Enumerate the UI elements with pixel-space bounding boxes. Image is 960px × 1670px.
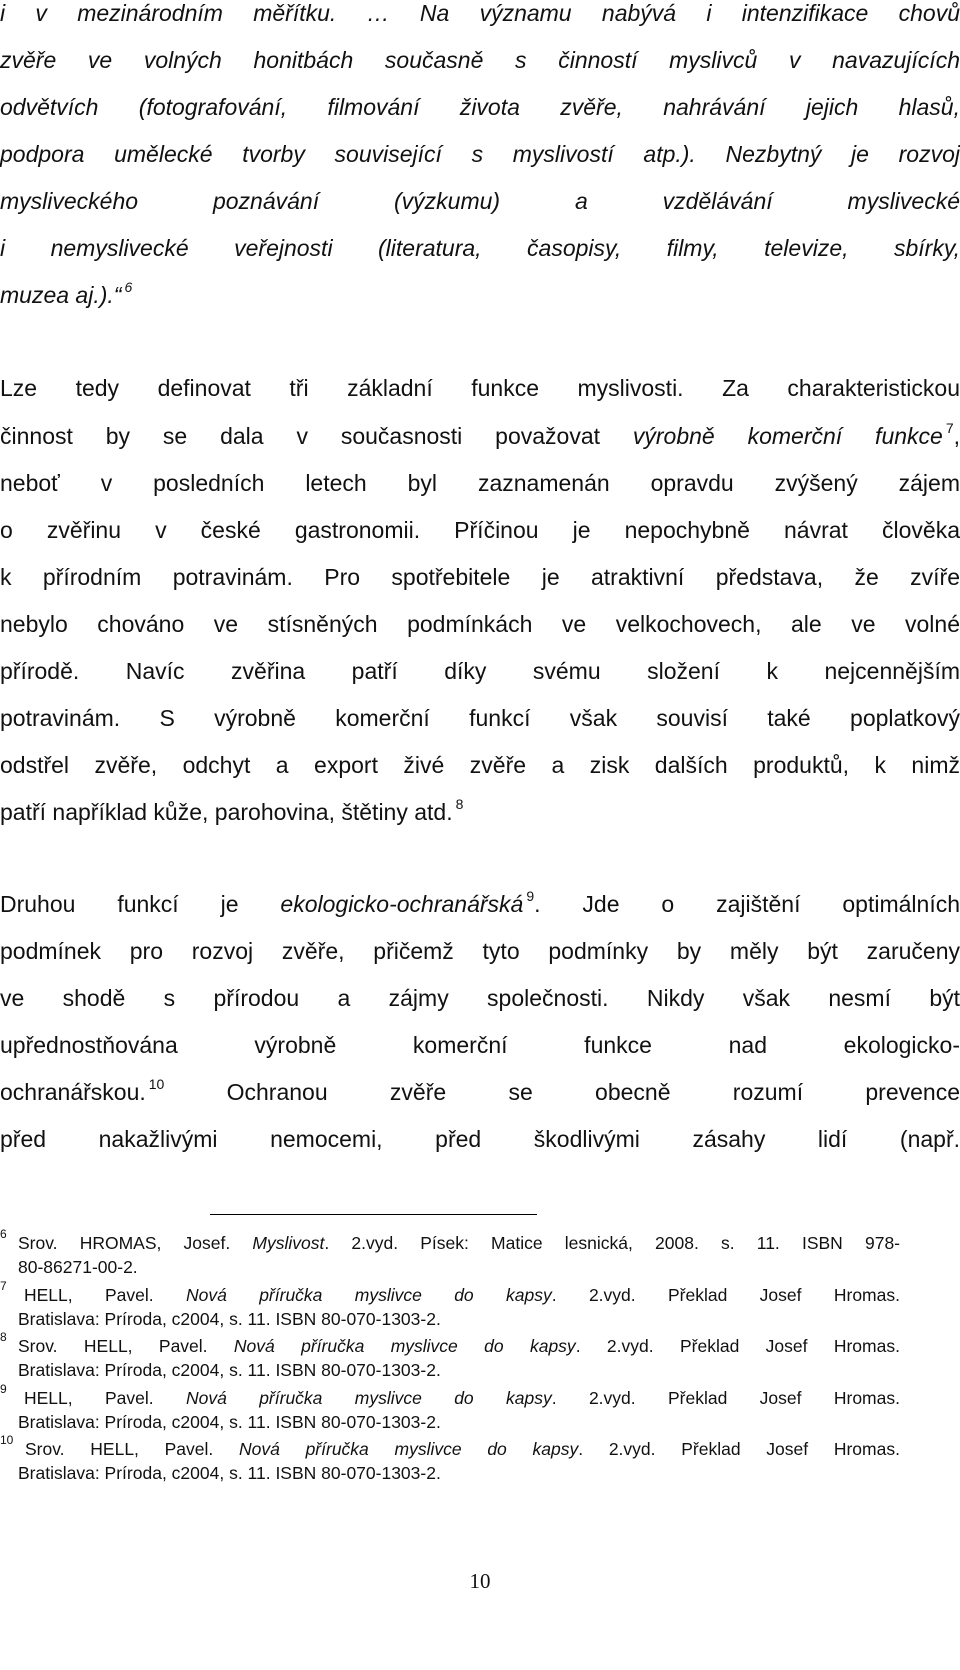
text-line: k přírodním potravinám. Pro spotřebitele je atraktivní představa, že zvíře [0,564,960,590]
footnote-number: 6 [0,1227,7,1241]
text-fragment: HELL, Pavel. [24,1285,186,1305]
text-line: podpora umělecké tvorby související s myslivostí atp.). Nezbytný je rozvoj [0,141,960,167]
footnote-separator [210,1214,537,1215]
text-line: přírodě. Navíc zvěřina patří díky svému složení k nejcennějším [0,658,960,684]
text-fragment: Ochranou zvěře se obecně rozumí prevence [164,1079,960,1105]
book-title: Nová příručka myslivce do kapsy [185,1388,552,1408]
book-title: Nová příručka myslivce do kapsy [239,1439,579,1459]
text-line [0,1077,960,1110]
text-fragment: Srov. HROMAS, Josef. [18,1233,253,1253]
text-line: nebylo chováno ve stísněných podmínkách ve velkochovech, ale ve volné [0,611,960,637]
footnote-line [25,1438,900,1460]
footnote-line [18,1335,900,1357]
footnote-line: Bratislava: Príroda, c2004, s. 11. ISBN 80-070-1303-2. [18,1463,441,1483]
text-fragment: . 2.vyd. Překlad Josef Hromas. [551,1388,900,1408]
page-number: 10 [469,1569,491,1593]
footnote-number: 10 [0,1433,14,1447]
text-line: i nemyslivecké veřejnosti (literatura, časopisy, filmy, televize, sbírky, [0,235,960,261]
footnote-line [24,1284,900,1306]
text-fragment: Srov. HELL, Pavel. [18,1336,234,1356]
footnote-number: 8 [0,1330,7,1344]
text-line: upřednostňována výrobně komerční funkce nad ekologicko- [0,1032,960,1058]
text-line: mysliveckého poznávání (výzkumu) a vzdělávání myslivecké [0,188,960,214]
footnote-line [24,1387,900,1409]
text-fragment: , [953,423,960,449]
footnote-line [18,1232,900,1254]
text-fragment: . 2.vyd. Překlad Josef Hromas. [551,1285,900,1305]
text-line: i v mezinárodním měřítku. … Na významu nabývá i intenzifikace chovů [0,0,960,26]
text-fragment: muzea aj.).“ [0,282,122,308]
text-line: podmínek pro rozvoj zvěře, přičemž tyto podmínky by měly být zaručeny [0,938,960,964]
footnote-line: 80-86271-00-2. [18,1257,138,1277]
footnote-ref: 6 [124,279,133,295]
text-line: Lze tedy definovat tři základní funkce myslivosti. Za charakteristickou [0,375,960,401]
footnote-line: Bratislava: Príroda, c2004, s. 11. ISBN 80-070-1303-2. [18,1412,441,1432]
text-fragment: Druhou funkcí je [0,891,281,917]
text-line: zvěře ve volných honitbách současně s činností myslivců v navazujících [0,47,960,73]
text-line [0,280,960,313]
text-fragment: . 2.vyd. Překlad Josef Hromas. [575,1336,900,1356]
emphasis: ekologicko-ochranářská [280,891,524,917]
footnote-ref: 10 [148,1076,165,1092]
book-title: Nová příručka myslivce do kapsy [185,1285,552,1305]
footnote-line: Bratislava: Príroda, c2004, s. 11. ISBN 80-070-1303-2. [18,1309,441,1329]
text-line [0,797,960,830]
text-line [0,421,960,454]
text-fragment: . 2.vyd. Písek: Matice lesnická, 2008. s. 11. ISBN 978- [324,1233,901,1253]
text-line: odstřel zvěře, odchyt a export živé zvěře a zisk dalších produktů, k nimž [0,752,960,778]
text-line [0,889,960,922]
text-line: o zvěřinu v české gastronomii. Příčinou je nepochybně návrat člověka [0,517,960,543]
footnote-number: 9 [0,1382,7,1396]
book-title: Nová příručka myslivce do kapsy [233,1336,576,1356]
text-fragment: . 2.vyd. Překlad Josef Hromas. [578,1439,900,1459]
text-fragment: ochranářskou. [0,1079,146,1105]
footnote-ref: 8 [455,796,464,812]
text-line: odvětvích (fotografování, filmování života zvěře, nahrávání jejich hlasů, [0,94,960,120]
text-fragment: patří například kůže, parohovina, štětiny atd. [0,799,453,825]
text-line: neboť v posledních letech byl zaznamenán opravdu zvýšený zájem [0,470,960,496]
footnote-ref: 9 [526,888,535,904]
text-line: potravinám. S výrobně komerční funkcí však souvisí také poplatkový [0,705,960,731]
text-fragment: . Jde o zajištění optimálních [534,891,960,917]
text-fragment: Srov. HELL, Pavel. [25,1439,239,1459]
text-line: ve shodě s přírodou a zájmy společnosti. Nikdy však nesmí být [0,985,960,1011]
text-fragment: HELL, Pavel. [24,1388,186,1408]
footnote-ref: 7 [945,420,954,436]
footnote-line: Bratislava: Príroda, c2004, s. 11. ISBN 80-070-1303-2. [18,1360,441,1380]
emphasis: výrobně komerční funkce [632,423,943,449]
text-fragment: činnost by se dala v současnosti považovat [0,423,633,449]
text-line: před nakažlivými nemocemi, před škodlivými zásahy lidí (např. [0,1126,960,1152]
book-title: Myslivost [252,1233,325,1253]
footnote-number: 7 [0,1279,7,1293]
